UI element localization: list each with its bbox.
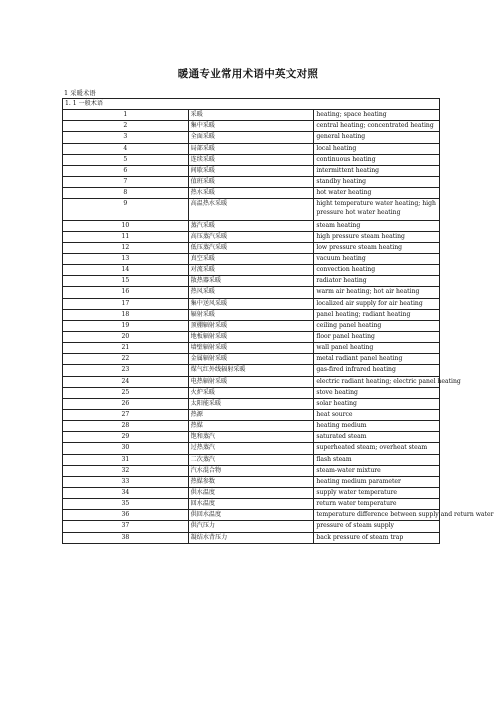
term-number: 8	[63, 188, 189, 199]
table-row	[63, 432, 440, 443]
table-row	[63, 253, 440, 264]
term-chinese: 过热蒸汽	[188, 443, 314, 454]
term-number: 16	[63, 287, 189, 298]
term-chinese: 回水温度	[188, 499, 314, 510]
term-english: gas-fired infrared heating	[314, 365, 440, 376]
terms-table-body	[63, 99, 494, 544]
term-english: ceiling panel heating	[314, 320, 440, 331]
table-row	[63, 387, 440, 398]
table-row	[63, 521, 440, 532]
table-row	[63, 454, 440, 465]
term-chinese: 全面采暖	[188, 132, 314, 143]
term-chinese: 太阳能采暖	[188, 398, 314, 409]
term-number: 37	[63, 521, 189, 532]
term-number: 23	[63, 365, 189, 376]
term-number: 22	[63, 354, 189, 365]
table-row	[63, 265, 440, 276]
term-chinese: 连续采暖	[188, 154, 314, 165]
term-number: 19	[63, 320, 189, 331]
term-english: convection heating	[314, 265, 440, 276]
table-row	[63, 376, 440, 387]
term-number: 35	[63, 499, 189, 510]
table-row	[63, 242, 440, 253]
term-number: 26	[63, 398, 189, 409]
table-row	[63, 143, 440, 154]
term-chinese: 蒸汽采暖	[188, 220, 314, 231]
term-english: intermittent heating	[314, 165, 440, 176]
term-english: saturated steam	[314, 432, 440, 443]
term-number: 24	[63, 376, 189, 387]
term-number: 30	[63, 443, 189, 454]
term-number: 17	[63, 298, 189, 309]
term-english: steam heating	[314, 220, 440, 231]
term-number: 7	[63, 176, 189, 187]
term-chinese: 热风采暖	[188, 287, 314, 298]
term-chinese: 热媒参数	[188, 476, 314, 487]
term-english: hot water heating	[314, 188, 440, 199]
term-number: 5	[63, 154, 189, 165]
term-english: heat source	[314, 409, 440, 420]
table-row	[63, 409, 440, 420]
term-number: 10	[63, 220, 189, 231]
term-number: 4	[63, 143, 189, 154]
term-chinese: 集中送风采暖	[188, 298, 314, 309]
table-row	[63, 165, 440, 176]
subsection-heading: 1. 1 一般术语	[63, 99, 440, 110]
term-number: 21	[63, 343, 189, 354]
term-english: standby heating	[314, 176, 440, 187]
term-number: 25	[63, 387, 189, 398]
table-row	[63, 309, 440, 320]
table-row	[63, 121, 440, 132]
term-chinese: 二次蒸汽	[188, 454, 314, 465]
term-english: steam-water mixture	[314, 465, 440, 476]
term-english: localized air supply for air heating	[314, 298, 440, 309]
term-english: panel heating; radiant heating	[314, 309, 440, 320]
term-english: temperature difference between supply and return water	[314, 510, 440, 521]
table-row	[63, 487, 440, 498]
term-chinese: 对流采暖	[188, 265, 314, 276]
term-number: 13	[63, 253, 189, 264]
term-number: 31	[63, 454, 189, 465]
table-row	[63, 287, 440, 298]
term-number: 9	[63, 199, 189, 220]
term-chinese: 饱和蒸汽	[188, 432, 314, 443]
term-chinese: 辐射采暖	[188, 309, 314, 320]
term-number: 12	[63, 242, 189, 253]
term-number: 3	[63, 132, 189, 143]
term-chinese: 供水温度	[188, 487, 314, 498]
term-english: hight temperature water heating; high pressure hot water heating	[314, 199, 440, 220]
term-english: superheated steam; overheat steam	[314, 443, 440, 454]
table-row	[63, 443, 440, 454]
term-chinese: 金属辐射采暖	[188, 354, 314, 365]
term-number: 20	[63, 331, 189, 342]
table-row	[63, 532, 440, 543]
term-chinese: 供回水温度	[188, 510, 314, 521]
term-chinese: 低压蒸汽采暖	[188, 242, 314, 253]
term-english: warm air heating; hot air heating	[314, 287, 440, 298]
term-english: general heating	[314, 132, 440, 143]
section-heading: 1 采暖术语	[64, 89, 96, 97]
term-chinese: 煤气红外线辐射采暖	[188, 365, 314, 376]
term-number: 27	[63, 409, 189, 420]
term-english: high pressure steam heating	[314, 231, 440, 242]
term-number: 29	[63, 432, 189, 443]
term-english: flash steam	[314, 454, 440, 465]
term-number: 1	[63, 110, 189, 121]
term-number: 15	[63, 276, 189, 287]
term-chinese: 值班采暖	[188, 176, 314, 187]
table-row	[63, 354, 440, 365]
table-row	[63, 510, 440, 521]
term-english: heating medium parameter	[314, 476, 440, 487]
subsection-row	[63, 99, 440, 110]
table-row	[63, 499, 440, 510]
term-english: floor panel heating	[314, 331, 440, 342]
term-english: stove heating	[314, 387, 440, 398]
term-english: radiator heating	[314, 276, 440, 287]
term-number: 18	[63, 309, 189, 320]
table-row	[63, 132, 440, 143]
term-chinese: 散热器采暖	[188, 276, 314, 287]
term-chinese: 墙壁辐射采暖	[188, 343, 314, 354]
term-chinese: 热媒	[188, 421, 314, 432]
term-english: return water temperature	[314, 499, 440, 510]
term-chinese: 热源	[188, 409, 314, 420]
table-row	[63, 476, 440, 487]
term-number: 2	[63, 121, 189, 132]
table-row	[63, 276, 440, 287]
term-english: low pressure steam heating	[314, 242, 440, 253]
table-row	[63, 298, 440, 309]
term-english: wall panel heating	[314, 343, 440, 354]
term-english: metal radiant panel heating	[314, 354, 440, 365]
term-english: solar heating	[314, 398, 440, 409]
term-chinese: 采暖	[188, 110, 314, 121]
term-number: 14	[63, 265, 189, 276]
terms-table	[62, 98, 494, 544]
term-chinese: 热水采暖	[188, 188, 314, 199]
term-english: back pressure of steam trap	[314, 532, 440, 543]
page-title: 暖通专业常用术语中英文对照	[177, 68, 319, 80]
term-number: 32	[63, 465, 189, 476]
term-chinese: 汽水混合物	[188, 465, 314, 476]
table-row	[63, 176, 440, 187]
term-number: 34	[63, 487, 189, 498]
term-chinese: 顶棚辐射采暖	[188, 320, 314, 331]
term-chinese: 集中采暖	[188, 121, 314, 132]
table-row	[63, 465, 440, 476]
table-row	[63, 231, 440, 242]
term-english: pressure of steam supply	[314, 521, 440, 532]
term-number: 28	[63, 421, 189, 432]
term-chinese: 间歇采暖	[188, 165, 314, 176]
term-chinese: 高压蒸汽采暖	[188, 231, 314, 242]
term-english: electric radiant heating; electric panel heating	[314, 376, 440, 387]
term-number: 6	[63, 165, 189, 176]
table-row	[63, 398, 440, 409]
table-row	[63, 320, 440, 331]
term-number: 36	[63, 510, 189, 521]
term-english: local heating	[314, 143, 440, 154]
table-row	[63, 110, 440, 121]
term-number: 38	[63, 532, 189, 543]
table-row	[63, 343, 440, 354]
term-chinese: 高温热水采暖	[188, 199, 314, 220]
term-chinese: 供汽压力	[188, 521, 314, 532]
term-chinese: 地板辐射采暖	[188, 331, 314, 342]
term-number: 33	[63, 476, 189, 487]
term-english: central heating; concentrated heating	[314, 121, 440, 132]
term-english: supply water temperature	[314, 487, 440, 498]
table-row	[63, 199, 440, 220]
table-row	[63, 220, 440, 231]
term-english: continuous heating	[314, 154, 440, 165]
term-chinese: 凝结水背压力	[188, 532, 314, 543]
term-chinese: 真空采暖	[188, 253, 314, 264]
table-row	[63, 188, 440, 199]
table-row	[63, 331, 440, 342]
table-row	[63, 154, 440, 165]
term-chinese: 电热辐射采暖	[188, 376, 314, 387]
term-english: heating; space heating	[314, 110, 440, 121]
term-number: 11	[63, 231, 189, 242]
term-english: vacuum heating	[314, 253, 440, 264]
table-row	[63, 421, 440, 432]
term-chinese: 火炉采暖	[188, 387, 314, 398]
term-english: heating medium	[314, 421, 440, 432]
table-row	[63, 365, 440, 376]
term-chinese: 局部采暖	[188, 143, 314, 154]
